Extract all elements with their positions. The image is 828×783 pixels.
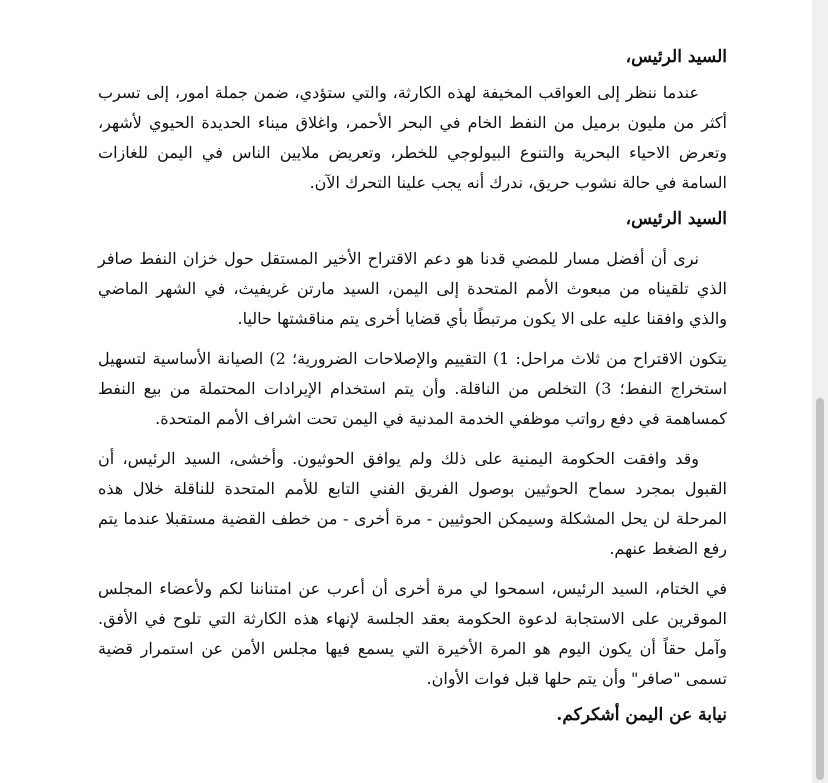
spacer [98, 434, 727, 444]
paragraph-proposal: نرى أن أفضل مسار للمضي قدنا هو دعم الاقتراح الأخير المستقل حول خزان النفط صافر الذي تلقيناه من مبعوث الأمم المتحدة إلى اليمن، السيد مارتن غريفيث، في الشهر الماضي والذي وافقنا عليه على الا يكون مرتبطًا بأي قضايا أخرى يتم مناقشتها حاليا. [98, 249, 727, 328]
paragraph-consequences: عندما ننظر إلى العواقب المخيفة لهذه الكارثة، والتي ستؤدي، ضمن جملة امور، إلى تسرب أكثر من مليون برميل من النفط الخام في البحر الأحمر، واغلاق ميناء الحديدة الحيوي لأشهر، وتعرض الاحياء البحرية والتنوع البيولوجي للخطر، وتعريض ملايين الناس في اليمن للغازات السامة في حالة نشوب حريق، ندرك أنه يجب علينا التحرك الآن. [98, 83, 727, 192]
vertical-scrollbar[interactable] [812, 0, 828, 783]
paragraph-conclusion: في الختام، السيد الرئيس، اسمحوا لي مرة أخرى أن أعرب عن امتناننا لكم ولأعضاء المجلس الموقرين على الاستجابة لدعوة الحكومة بعقد الجلسة لإنهاء هذه الكارثة التي تلوح في الأفق. وآمل حقاً أن يكون اليوم هو المرة الأخيرة التي يسمع فيها مجلس الأمن عن استمرار قضية تسمى "صافر" وأن يتم حلها قبل فوات الأوان. [98, 579, 728, 688]
paragraph-houthis: وقد وافقت الحكومة اليمنية على ذلك ولم يوافق الحوثيون. وأخشى، السيد الرئيس، أن القبول بمجرد سماح الحوثيين بوصول الفريق الفني التابع للأمم المتحدة للناقلة خلال هذه المرحلة لن يحل المشكلة وسيمكن الحوثيين - مرة أخرى - من خطف القضية مستقبلا عندما يتم رفع الضغط عنهم. [98, 449, 727, 558]
spacer [98, 234, 727, 244]
scrollbar-thumb[interactable] [816, 398, 824, 780]
closing-line: نيابة عن اليمن أشكركم. [556, 705, 727, 725]
section-heading: السيد الرئيس، [625, 209, 727, 229]
spacer [98, 564, 727, 574]
document-body [98, 42, 727, 783]
section-heading: السيد الرئيس، [625, 47, 727, 67]
spacer [98, 334, 727, 344]
paragraph-phases: يتكون الاقتراح من ثلاث مراحل: 1) التقييم والإصلاحات الضرورية؛ 2) الصيانة الأساسية لتسهيل استخراج النفط؛ 3) التخلص من الناقلة. وأن يتم استخدام الإيرادات المحتملة من بيع النفط كمساهمة في دفع رواتب موظفي الخدمة المدنية في اليمن تحت اشراف الأمم المتحدة. [98, 349, 728, 428]
